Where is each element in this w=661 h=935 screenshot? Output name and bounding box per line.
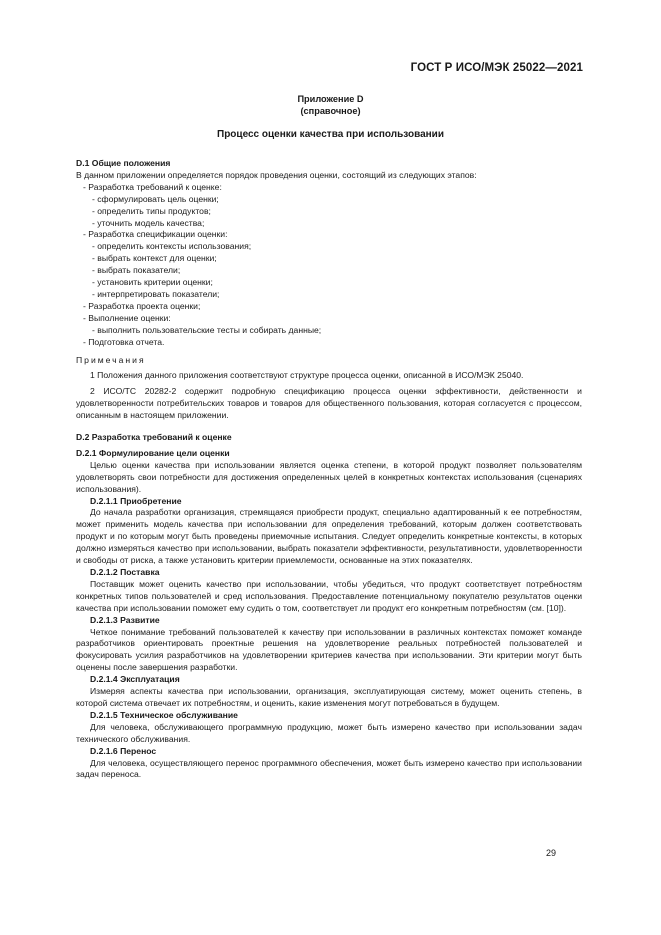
list-item: - Разработка спецификации оценки: [83, 229, 228, 240]
d213-text: Четкое понимание требований пользователей к качеству при использовании в различных контекстах поможет команде разработчиков ориентировать проектные решения на удовлетворение реальных потребностей пользователей и фокусировать усилия разработчиков на удовлетворении критериев качества при использовании. Эти критерии могут быть оценены после завершения разработки. [76, 626, 582, 673]
document-body [76, 158, 582, 781]
list-item: - выбрать контекст для оценки; [92, 253, 217, 264]
list-item: - выбрать показатели; [92, 265, 181, 276]
subsection-heading-d216: D.2.1.6 Перенос [90, 745, 157, 756]
list-item: - определить контексты использования; [92, 241, 252, 252]
subsection-heading-d213: D.2.1.3 Развитие [90, 614, 160, 625]
list-item: - Разработка проекта оценки; [83, 300, 201, 311]
subsection-heading-d211: D.2.1.1 Приобретение [90, 495, 182, 506]
section-heading-d2: D.2 Разработка требований к оценке [76, 432, 232, 443]
subsection-heading-d215: D.2.1.5 Техническое обслуживание [90, 709, 238, 720]
notes-heading: Примечания [76, 354, 146, 365]
list-item: - выполнить пользовательские тесты и собирать данные; [92, 324, 322, 335]
d21-text: Целью оценки качества при использовании является оценка степени, в которой продукт позволяет пользователям удовлетворять свои потребности для достижения определенных целей в конкретных контекстах использования (сценариях использования). [76, 459, 582, 494]
list-item: - определить типы продуктов; [92, 205, 211, 216]
page-number: 29 [545, 848, 556, 858]
list-item: - Разработка требований к оценке: [83, 181, 222, 192]
list-item: - установить критерии оценки; [92, 277, 213, 288]
list-item: - интерпретировать показатели; [92, 288, 220, 299]
list-item: - уточнить модель качества; [92, 217, 205, 228]
list-item: - Выполнение оценки: [83, 312, 171, 323]
subsection-heading-d214: D.2.1.4 Эксплуатация [90, 674, 180, 685]
subsection-heading-d21: D.2.1 Формулирование цели оценки [76, 447, 230, 458]
d214-text: Измеряя аспекты качества при использовании, организация, эксплуатирующая систему, может оценить степень, в которой система отвечает их потребностям, и оценить, какие изменения могут потребоваться в будущем. [76, 686, 582, 708]
section-heading-d1: D.1 Общие положения [76, 158, 171, 168]
appendix-subtitle: (справочное) [300, 106, 361, 116]
evaluation-steps-list [76, 182, 582, 349]
subsection-heading-d212: D.2.1.2 Поставка [90, 567, 160, 577]
note-1: 1 Положения данного приложения соответствуют структуре процесса оценки, описанной в ИСО/МЭК 25040. [90, 370, 524, 381]
standard-code: ГОСТ Р ИСО/МЭК 25022—2021 [410, 62, 583, 74]
d1-intro: В данном приложении определяется порядок проведения оценки, состоящий из следующих этапов: [76, 169, 477, 180]
document-title: Процесс оценки качества при использовании [217, 129, 444, 140]
d211-text: До начала разработки организация, стремящаяся приобрести продукт, специально адаптированный к ее потребностям, может применить модель качества при использовании для определения требований, которым должен соответствовать продукт и по которым могут быть проведены приемочные испытания. Следует определить конкретные контексты, в которых должно измеряться качество при использовании, выбрать показатели эффективности, результативности, удовлетворенности и свободы от риска, а также установить критерии приемлемости, основанные на этих показателях. [76, 507, 582, 566]
appendix-title: Приложение D [297, 94, 364, 104]
list-item: - Подготовка отчета. [83, 336, 165, 347]
list-item: - сформулировать цель оценки; [92, 193, 219, 204]
note-2: 2 ИСО/ТС 20282-2 содержит подробную спецификацию процесса оценки эффективности, действенности и удовлетворенности потребительских товаров и товаров для общественного пользования, которая согласуется с процессом, описанным в настоящем приложении. [76, 386, 582, 421]
d215-text: Для человека, обслуживающего программную продукцию, может быть измерено качество при использовании задач технического обслуживания. [76, 721, 582, 744]
d216-text: Для человека, осуществляющего перенос программного обеспечения, может быть измерено качество при использовании задач переноса. [76, 757, 582, 780]
d212-text: Поставщик может оценить качество при использовании, чтобы убедиться, что продукт соответствует потребностям конкретных типов пользователей и сред использования. Предоставление потенциальному покупателю результатов оценки качества при использовании поможет ему судить о том, соответствует ли продукт его конкретным потребностям (см. [10]). [76, 578, 582, 613]
